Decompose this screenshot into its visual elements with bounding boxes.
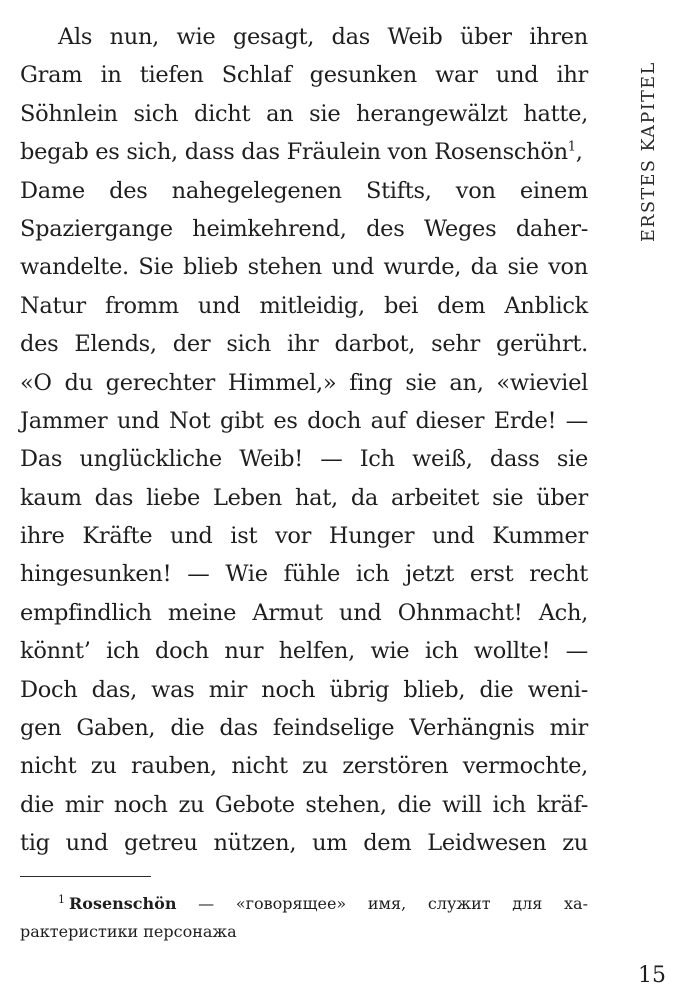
body-line: ihre Kräfte und ist vor Hunger und Kummer (20, 523, 588, 550)
body-line-with-footnote (20, 133, 588, 171)
body-line: Jammer und Not gibt es doch auf dieser Erde! — (20, 407, 588, 434)
body-line: Gram in tiefen Schlaf gesunken war und ihr (20, 62, 588, 89)
body-line: des Elends, der sich ihr darbot, sehr gerührt. (20, 331, 588, 358)
body-line: kaum das liebe Leben hat, da arbeitet sie über (20, 484, 588, 511)
footnote-reference[interactable]: 1 (567, 139, 576, 155)
body-line: die mir noch zu Gebote stehen, die will ich kräf- (20, 791, 588, 818)
body-line: Spaziergange heimkehrend, des Weges daher- (20, 215, 588, 242)
footnote-line (20, 890, 588, 918)
body-line: wandelte. Sie blieb stehen und wurde, da sie von (20, 254, 588, 281)
footnote-divider (20, 876, 151, 877)
body-line: Söhnlein sich dicht an sie herangewälzt hatte, (20, 100, 588, 127)
footnote-text: — «говорящее» имя, служит для ха- (176, 894, 588, 913)
body-line-punct: , (575, 139, 583, 166)
body-line: Dame des nahegelegenen Stifts, von einem (20, 177, 588, 204)
footnote-number: 1 (58, 892, 65, 906)
body-line: könnt’ ich doch nur helfen, wie ich wollte! — (20, 638, 588, 665)
body-text (20, 18, 588, 863)
body-line: Als nun, wie gesagt, das Weib über ihren (58, 24, 588, 50)
body-line: Natur fromm und mitleidig, bei dem Anblick (20, 292, 588, 319)
page-number: 15 (638, 963, 666, 988)
body-line: empfindlich meine Armut und Ohnmacht! Ach, (20, 599, 588, 626)
footnote-term: Rosenschön (69, 894, 177, 913)
body-line: nicht zu rauben, nicht zu zerstören vermochte, (20, 753, 588, 780)
body-line: «O du gerechter Himmel,» fing sie an, «wieviel (20, 369, 588, 396)
running-head: ERSTES KAPITEL (639, 61, 659, 242)
body-line: hingesunken! — Wie fühle ich jetzt erst recht (20, 561, 588, 588)
body-line: gen Gaben, die das feindselige Verhängnis mir (20, 715, 588, 742)
footnote-line: рактеристики персонажа (20, 922, 237, 941)
body-line: tig und getreu nützen, um dem Leidwesen zu (20, 830, 588, 857)
body-line: Das unglückliche Weib! — Ich weiß, dass sie (20, 446, 588, 473)
body-line-text: begab es sich, dass das Fräulein von Rosenschön (20, 139, 568, 166)
footnote (20, 890, 588, 946)
body-line: Doch das, was mir noch übrig blieb, die weni- (20, 676, 588, 703)
